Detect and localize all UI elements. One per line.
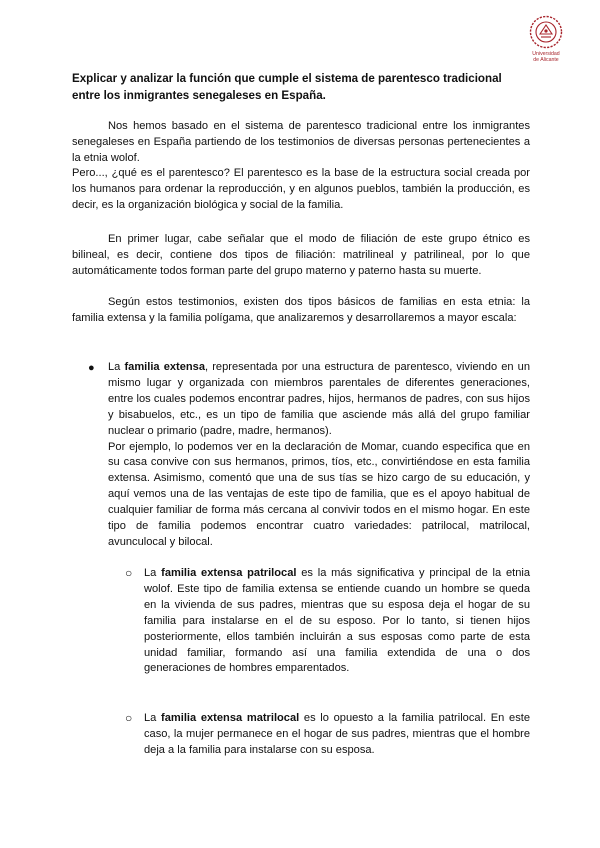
document-title: Explicar y analizar la función que cumple el sistema de parentesco tradicional entre los inmigrantes senegaleses en España. (72, 72, 502, 102)
matrilocal-pre: La (144, 712, 162, 724)
patrilocal-term: familia extensa patrilocal (161, 567, 297, 579)
bullet-marker: ● (88, 362, 95, 374)
kinship-definition-paragraph: Pero..., ¿qué es el parentesco? El parentesco es la base de la estructura social creada por los humanos para ordenar la reproducción, y en algunos pueblos, también la producción, es decir, es la organización biológica y social de la familia. (72, 167, 530, 211)
family-types-paragraph: Según estos testimonios, existen dos tipos básicos de familias en esta etnia: la familia extensa y la familia polígama, que analizaremos y desarrollaremos a mayor escala: (72, 296, 530, 324)
sub-bullet-marker: ○ (125, 711, 133, 725)
extended-family-item (108, 360, 530, 551)
patrilocal-family-item (144, 566, 530, 677)
filiation-paragraph: En primer lugar, cabe señalar que el modo de filiación de este grupo étnico es bilineal, es decir, contiene dos tipos de filiación: matrilineal y patrilineal, por lo que automáticamente todos forman parte del grupo materno y paterno hasta su muerte. (72, 233, 530, 277)
logo-caption-line2: de Alicante (533, 57, 559, 63)
logo-caption-line1: Universidad (532, 51, 560, 57)
extended-family-definition (108, 360, 530, 440)
logo-caption (528, 51, 564, 63)
patrilocal-family-text (144, 566, 530, 677)
matrilocal-body: es lo opuesto a la familia patrilocal. En este caso, la mujer permanece en el hogar de sus padres, mientras que el hombre deja a la familia para instalarse con su esposa. (144, 712, 530, 756)
extended-family-term: familia extensa (124, 361, 206, 373)
extended-family-text: , representada por una estructura de parentesco, viviendo en un mismo lugar y organizada con miembros parentales de diferentes generaciones, entre los cuales podemos encontrar padres, hijos, hermanos de padres, con sus hijos y bisabuelos, etc., es un tipo de familia que asciende más allá del grupo familiar nuclear o primario (padre, madre, hermanos). (108, 361, 531, 437)
matrilocal-term: familia extensa matrilocal (161, 712, 300, 724)
extended-family-example: Por ejemplo, lo podemos ver en la declaración de Momar, cuando especifica que en su casa convive con sus hermanos, primos, tíos, etc., convirtiéndose en esta familia extensa. Asimismo, comentó que una de sus tías se hizo cargo de su educación, y aquí vemos una de las ventajas de este tipo de familia, que es el apoyo habitual de cualquier familiar de forma más cercana al convivir todos en el mismo hogar. En este tipo de familia podemos encontrar cuatro variedades: patrilocal, matrilocal, avunculocal y bilocal. (108, 440, 530, 548)
matrilocal-family-text (144, 711, 530, 759)
university-seal-icon (528, 14, 564, 50)
extended-family-pre: La (108, 361, 125, 373)
matrilocal-family-item (144, 711, 530, 759)
sub-bullet-marker: ○ (125, 566, 133, 580)
intro-paragraph: Nos hemos basado en el sistema de parentesco tradicional entre los inmigrantes senegaleses en España partiendo de los testimonios de diversas personas pertenecientes a la etnia wolof. (72, 120, 530, 164)
university-logo (528, 14, 564, 62)
patrilocal-body: es la más significativa y principal de la etnia wolof. Este tipo de familia extensa se entiende cuando un hombre se queda en la vivienda de sus padres, mientras que su esposa deja el hogar de su familia para instalarse en el de su esposo. Por lo tanto, si tienen hijos posteriormente, ellos también incluirán a sus esposas como parte de esta unidad familiar, formando así una familia extendida de una o dos generaciones de hombres emparentados. (144, 567, 530, 675)
patrilocal-pre: La (144, 567, 162, 579)
